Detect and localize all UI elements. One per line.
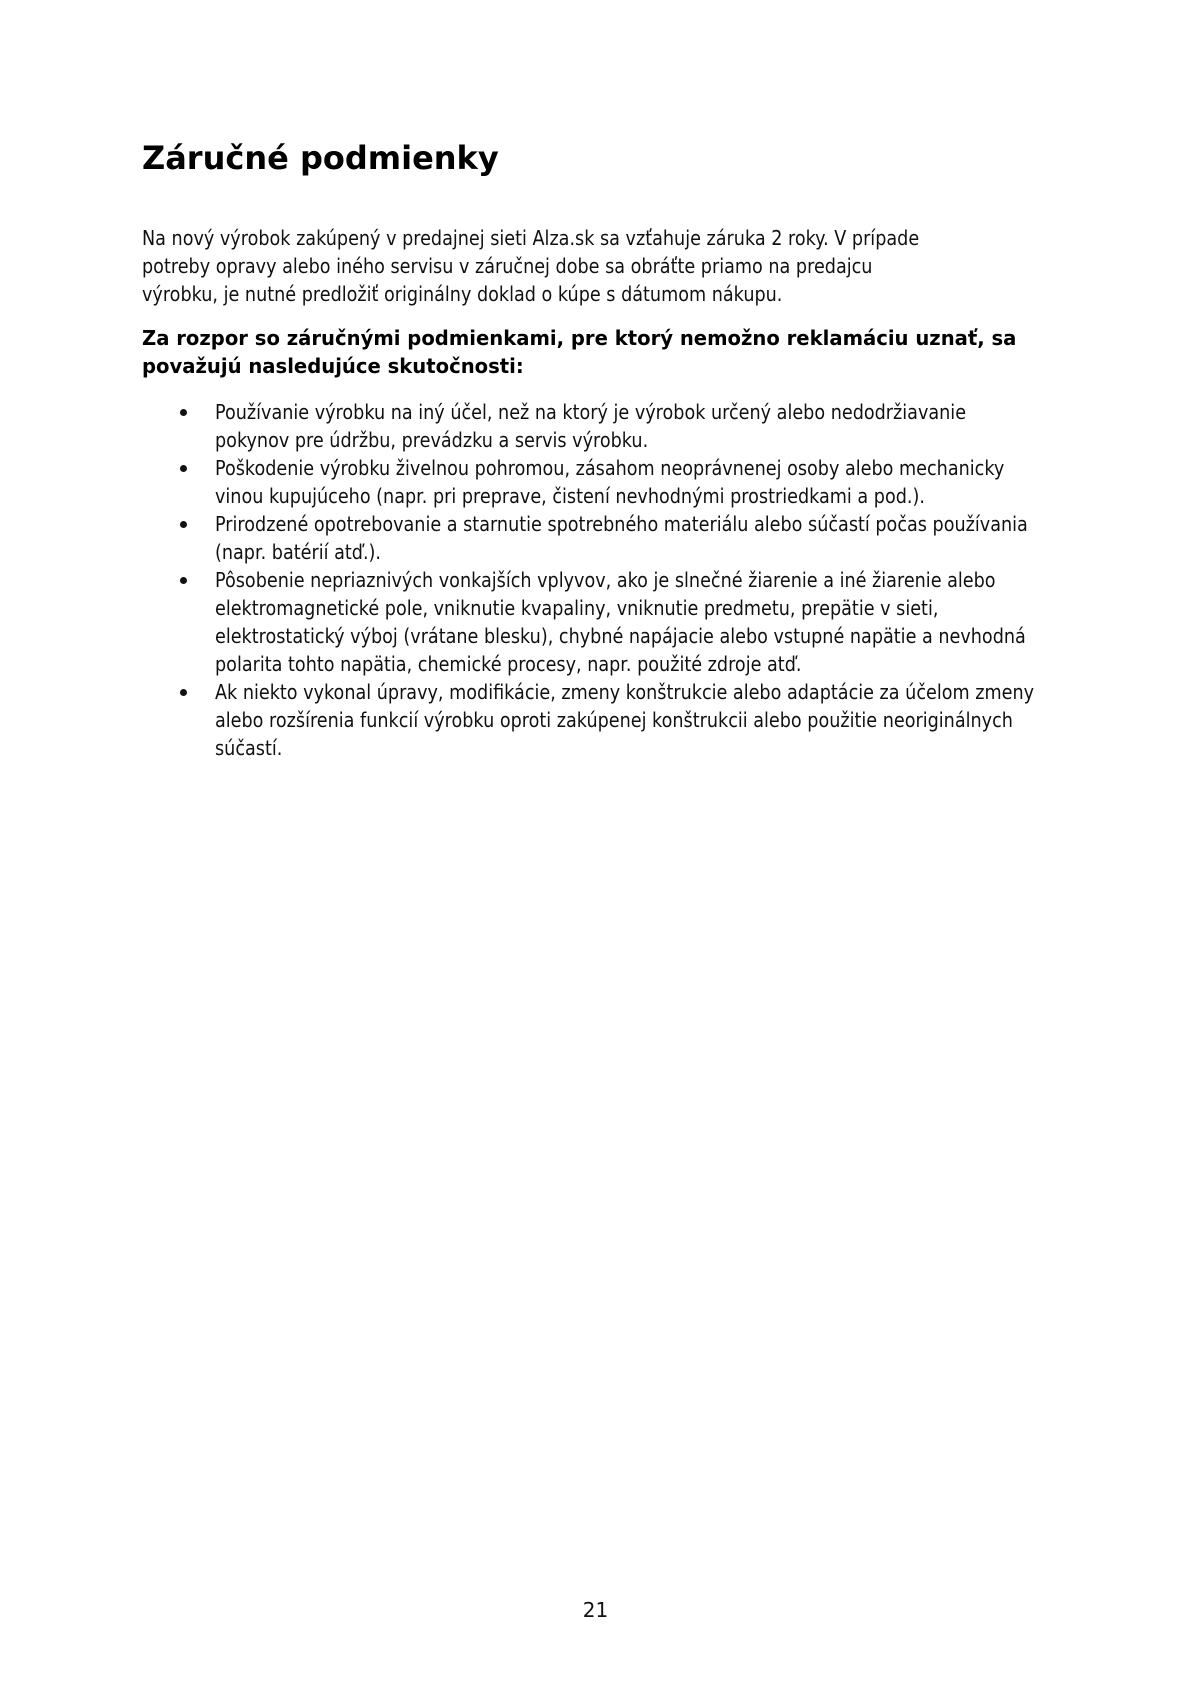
list-item-text: Používanie výrobku na iný účel, než na ktorý je výrobok určený alebo nedodržiavanie pokynov pre údržbu, prevádzku a servis výrobku. bbox=[215, 400, 967, 452]
bullet-icon bbox=[180, 689, 187, 696]
list-item-text: Poškodenie výrobku živelnou pohromou, zásahom neoprávnenej osoby alebo mechanicky vinou kupujúceho (napr. pri preprave, čistení nevhodnými prostriedkami a pod.). bbox=[215, 456, 1005, 508]
bullet-icon bbox=[180, 409, 187, 416]
conditions-heading: Za rozpor so záručnými podmienkami, pre ktorý nemožno reklamáciu uznať, sa považujú nasledujúce skutočnosti: bbox=[142, 326, 1017, 378]
list-item-text: Prirodzené opotrebovanie a starnutie spotrebného materiálu alebo súčastí počas používania (napr. batérií atď.). bbox=[215, 512, 1028, 564]
list-item bbox=[142, 398, 1142, 454]
list-item-text: Pôsobenie nepriaznivých vonkajších vplyvov, ako je slnečné žiarenie a iné žiarenie alebo elektromagnetické pole, vniknutie kvapaliny, vniknutie predmetu, prepätie v sieti, elektrostatický výboj (vrátane blesku), chybné napájacie alebo vstupné napätie a nevhodná polarita tohto napätia, chemické procesy, napr. použité zdroje atď. bbox=[215, 568, 1026, 676]
list-item bbox=[142, 566, 1142, 678]
list-item bbox=[142, 678, 1142, 762]
bullet-icon bbox=[180, 577, 187, 584]
intro-paragraph: Na nový výrobok zakúpený v predajnej sieti Alza.sk sa vzťahuje záruka 2 roky. V prípade potreby opravy alebo iného servisu v záručnej dobe sa obráťte priamo na predajcu výrobku, je nutné predložiť originálny doklad o kúpe s dátumom nákupu. bbox=[142, 226, 920, 306]
list-item bbox=[142, 510, 1142, 566]
page-number: 21 bbox=[582, 1598, 609, 1622]
list-item bbox=[142, 454, 1142, 510]
list-item-text: Ak niekto vykonal úpravy, modifikácie, zmeny konštrukcie alebo adaptácie za účelom zmeny alebo rozšírenia funkcií výrobku oproti zakúpenej konštrukcii alebo použitie neoriginálnych súčastí. bbox=[215, 680, 1035, 760]
bullet-icon bbox=[180, 521, 187, 528]
bullet-icon bbox=[180, 465, 187, 472]
page-title: Záručné podmienky bbox=[142, 139, 499, 177]
conditions-list bbox=[142, 398, 1142, 762]
